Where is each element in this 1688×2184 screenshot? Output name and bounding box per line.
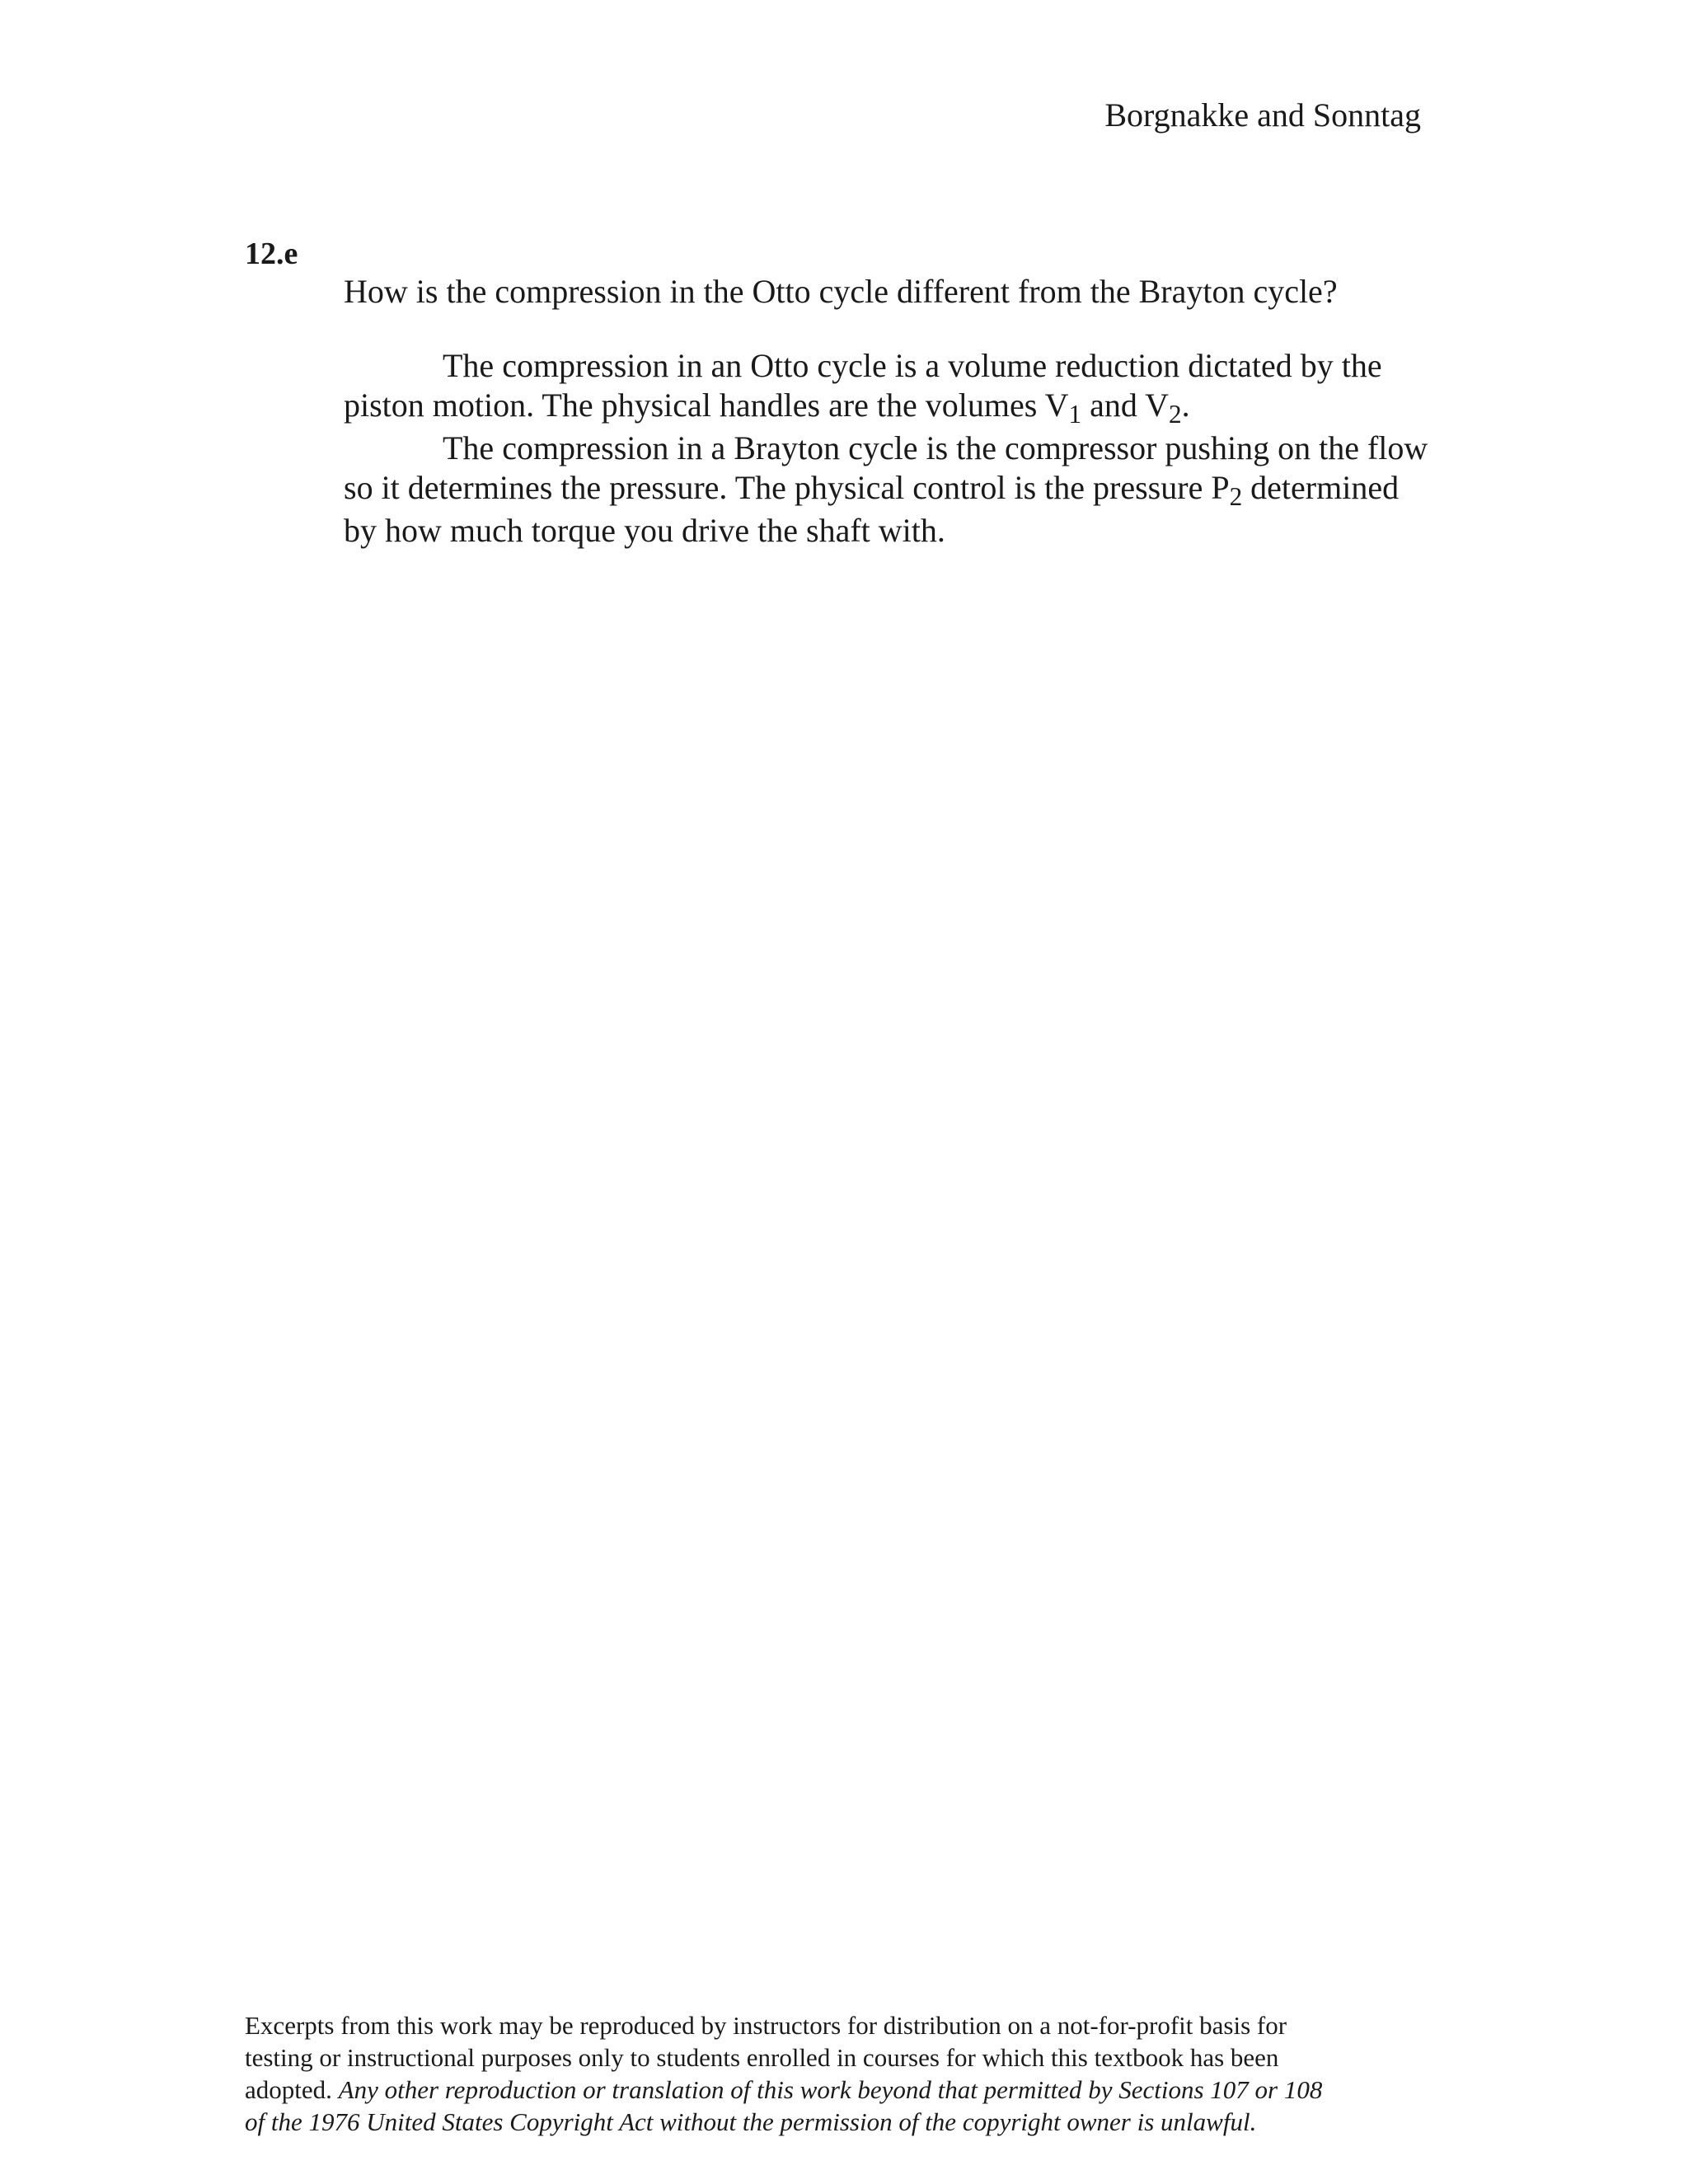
footer-line-3-italic: Any other reproduction or translation of this work beyond that permitted by Sections 107 or 108 xyxy=(338,2075,1323,2104)
answer-p2-line2 xyxy=(344,468,1440,511)
subscript-p2: 2 xyxy=(1229,481,1243,511)
header-author: Borgnakke and Sonntag xyxy=(1104,96,1421,134)
copyright-footer xyxy=(245,2009,1448,2138)
subscript-v2: 2 xyxy=(1169,399,1182,429)
footer-line-1: Excerpts from this work may be reproduced by instructors for distribution on a not-for-profit basis for xyxy=(245,2011,1287,2040)
footer-line-2: testing or instructional purposes only to students enrolled in courses for which this textbook has been xyxy=(245,2043,1279,2072)
answer-p2-line3: by how much torque you drive the shaft with. xyxy=(344,512,945,549)
footer-line-4: of the 1976 United States Copyright Act without the permission of the copyright owner is unlawful. xyxy=(245,2107,1257,2136)
answer-p2-line1: The compression in a Brayton cycle is the compressor pushing on the flow xyxy=(443,429,1428,466)
answer-block xyxy=(344,346,1440,551)
answer-p1-line1: The compression in an Otto cycle is a volume reduction dictated by the xyxy=(443,347,1382,384)
footer-line-3-normal: adopted. xyxy=(245,2075,339,2104)
answer-p1-line2 xyxy=(344,386,1440,429)
problem-number: 12.e xyxy=(245,237,298,271)
subscript-v1: 1 xyxy=(1068,399,1082,429)
answer-p1-line2-c: . xyxy=(1181,387,1190,424)
footer-line-3 xyxy=(245,2074,1448,2106)
answer-p1-line2-a: piston motion. The physical handles are the volumes V xyxy=(344,387,1069,424)
answer-p2-line2-a: so it determines the pressure. The physical control is the pressure P xyxy=(344,469,1230,506)
answer-p1-line2-b: and V xyxy=(1081,387,1170,424)
question-text: How is the compression in the Otto cycle different from the Brayton cycle? xyxy=(344,273,1338,310)
answer-p2-line2-b: determined xyxy=(1242,469,1400,506)
